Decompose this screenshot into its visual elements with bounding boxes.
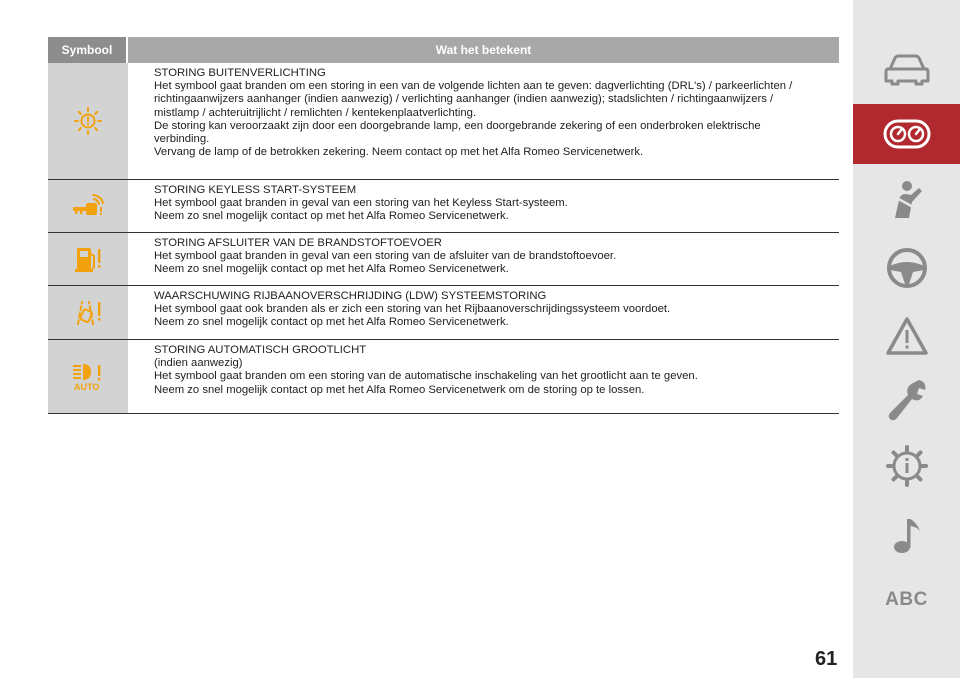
- music-note-icon: [887, 513, 927, 557]
- row-text-line: mistlamp / achteruitrijlicht / remlichten / kentekenplaatverlichting.: [154, 106, 477, 119]
- column-header-meaning: Wat het betekent: [128, 37, 839, 63]
- table-row: [48, 340, 839, 414]
- symbol-cell: [48, 233, 128, 285]
- sidebar-tab-car[interactable]: [853, 40, 960, 100]
- auto-high-beam-failure-icon: [71, 362, 105, 392]
- row-text-line: Het symbool gaat branden in geval van een storing van de afsluiter van de brandstoftoevoer.: [154, 250, 617, 263]
- keyless-start-failure-icon: [71, 193, 105, 219]
- row-title: STORING AFSLUITER VAN DE BRANDSTOFTOEVOER: [154, 237, 442, 249]
- chapter-sidebar: [853, 0, 960, 678]
- symbol-cell: [48, 63, 128, 179]
- fuel-cap-failure-icon: [73, 244, 103, 274]
- sidebar-tab-maintenance[interactable]: [853, 370, 960, 430]
- symbol-cell: [48, 340, 128, 413]
- sidebar-tab-dashboard[interactable]: [853, 104, 960, 164]
- table-row: [48, 233, 839, 286]
- sidebar-tab-multimedia[interactable]: [853, 505, 960, 565]
- symbol-cell: [48, 180, 128, 232]
- exterior-light-failure-icon: [73, 106, 103, 136]
- sidebar-tab-safety[interactable]: [853, 170, 960, 230]
- row-text-line: richtingaanwijzers aanhanger (indien aanwezig) / verlichting aanhanger (indien aanwezig); stadslichten / richtingaanwijzers /: [154, 93, 774, 106]
- row-text-line: (indien aanwezig): [154, 357, 243, 370]
- row-title: STORING KEYLESS START-SYSTEEM: [154, 184, 357, 196]
- row-title: WAARSCHUWING RIJBAANOVERSCHRIJDING (LDW) SYSTEEMSTORING: [154, 290, 547, 302]
- table-row: [48, 63, 839, 180]
- meaning-cell: [128, 340, 839, 413]
- meaning-cell: [128, 180, 839, 232]
- auto-label: AUTO: [74, 381, 100, 392]
- sidebar-tab-index[interactable]: [853, 570, 960, 630]
- row-text-line: Het symbool gaat branden om een storing van de automatische inschakeling van het grootlicht aan te geven.: [154, 370, 698, 383]
- row-text-line: Neem zo snel mogelijk contact op met het Alfa Romeo Servicenetwerk om de storing op te lossen.: [154, 383, 645, 396]
- steering-wheel-icon: [885, 246, 929, 290]
- table-row: [48, 286, 839, 340]
- row-text-line: Vervang de lamp of de betrokken zekering. Neem contact op met het Alfa Romeo Servicenetwerk.: [154, 146, 644, 159]
- row-text-line: Neem zo snel mogelijk contact op met het Alfa Romeo Servicenetwerk.: [154, 210, 509, 223]
- row-text-line: Het symbool gaat branden in geval van een storing van het Keyless Start-systeem.: [154, 197, 568, 210]
- page-number: 61: [815, 648, 838, 670]
- warning-triangle-icon: [885, 316, 929, 356]
- column-header-symbol: Symbool: [48, 37, 128, 63]
- meaning-cell: [128, 233, 839, 285]
- safety-icon: [885, 178, 929, 222]
- row-text-line: Neem zo snel mogelijk contact op met het Alfa Romeo Servicenetwerk.: [154, 263, 509, 276]
- row-text-line: De storing kan veroorzaakt zijn door een doorgebrande lamp, een doorgebrande zekering of een onderbroken elektrische: [154, 119, 761, 132]
- table-header: [48, 37, 839, 63]
- row-text-line: Neem zo snel mogelijk contact op met het Alfa Romeo Servicenetwerk.: [154, 316, 509, 329]
- row-title: STORING BUITENVERLICHTING: [154, 67, 326, 79]
- index-abc-label: ABC: [885, 589, 928, 610]
- meaning-cell: [128, 286, 839, 339]
- sidebar-tab-technical-data[interactable]: [853, 436, 960, 496]
- sidebar-tab-steering[interactable]: [853, 238, 960, 298]
- table-row: [48, 180, 839, 233]
- row-text-line: Het symbool gaat ook branden als er zich een storing van het Rijbaanoverschrijdingssysteem voordoet.: [154, 303, 671, 316]
- dashboard-icon: [883, 119, 931, 149]
- car-icon: [884, 53, 930, 87]
- wrench-icon: [885, 376, 929, 424]
- meaning-cell: [128, 63, 839, 179]
- row-text-line: verbinding.: [154, 133, 210, 146]
- row-text-line: Het symbool gaat branden om een storing in een van de volgende lichten aan te geven: dagverlichting (DRL's) / parkeerlichten /: [154, 80, 793, 93]
- sidebar-tab-warnings[interactable]: [853, 306, 960, 366]
- symbol-cell: [48, 286, 128, 339]
- row-title: STORING AUTOMATISCH GROOTLICHT: [154, 344, 367, 356]
- warning-lights-table: [48, 37, 839, 414]
- lane-departure-warning-icon: [73, 298, 103, 328]
- info-gear-icon: [885, 444, 929, 488]
